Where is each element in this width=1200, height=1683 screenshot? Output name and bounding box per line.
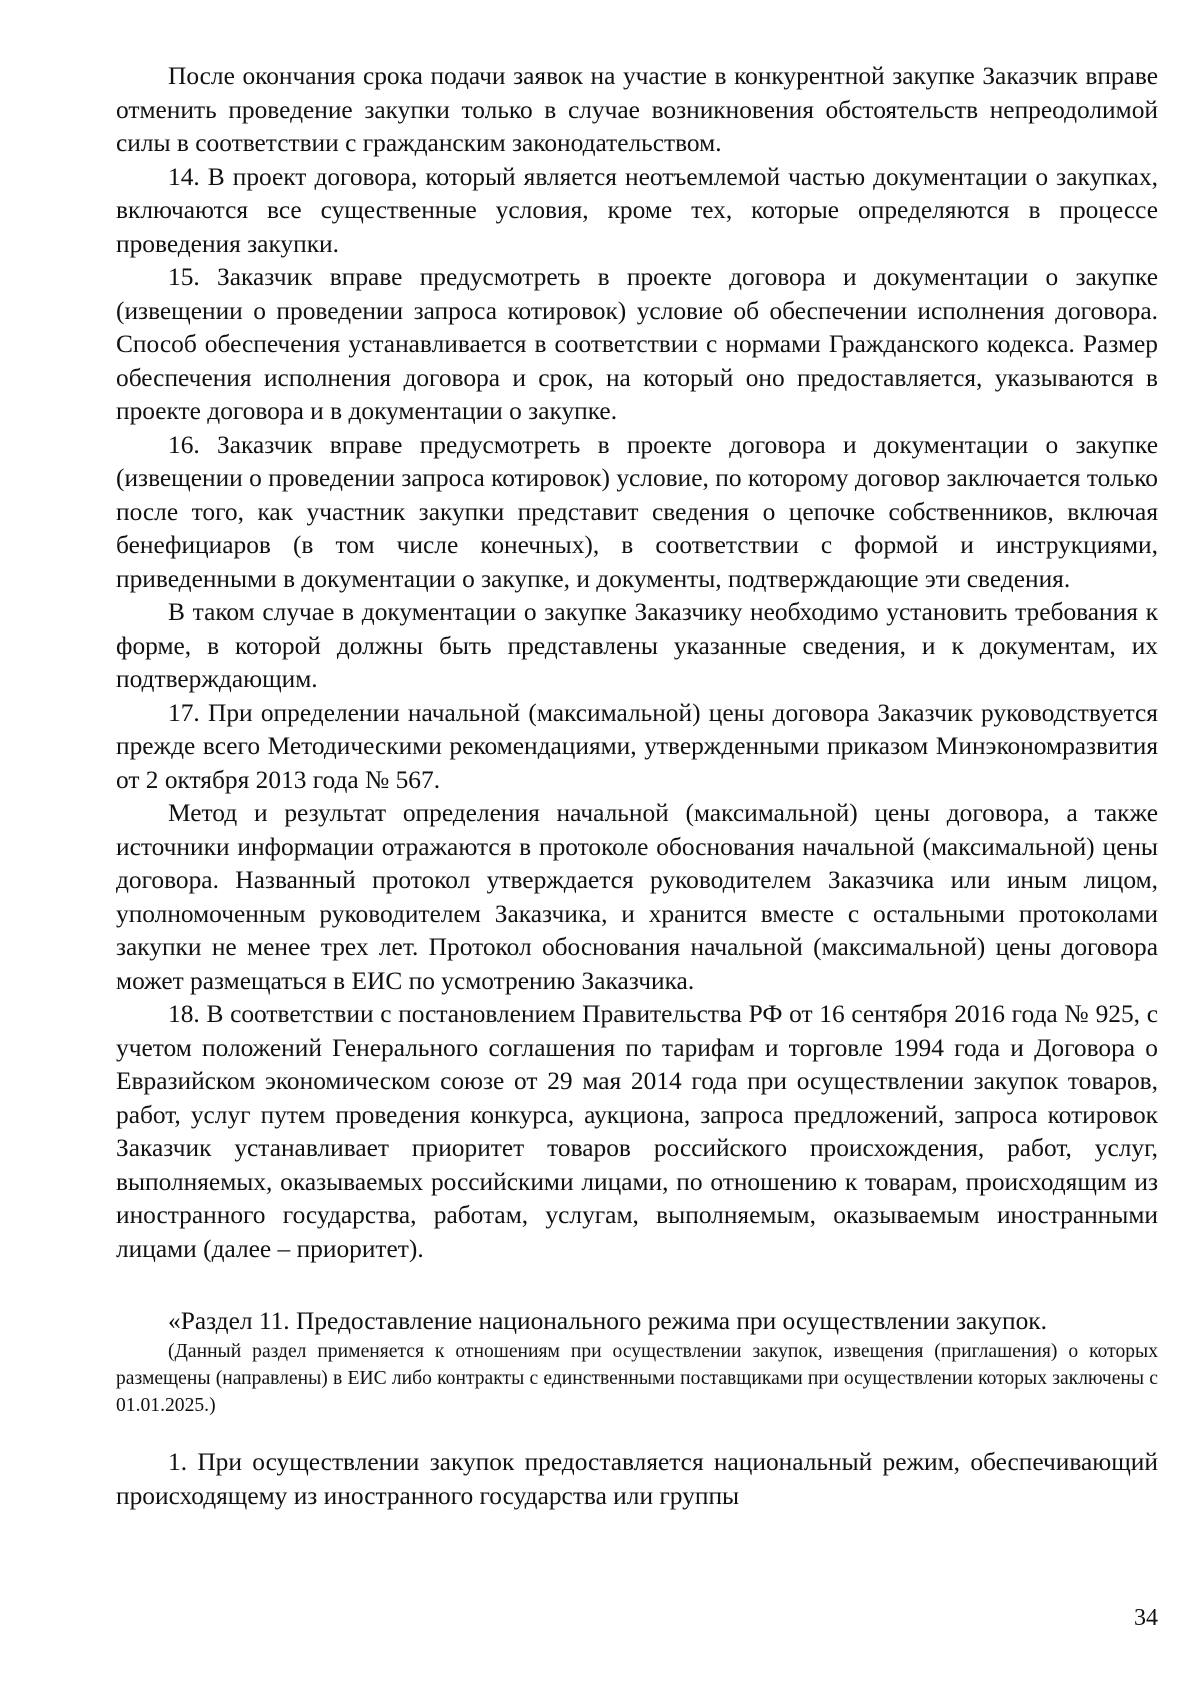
page-number: 34 [1134, 1605, 1158, 1631]
paragraph-14: 14. В проект договора, который является неотъемлемой частью документации о закупках, включаются все существенные условия, кроме тех, которые определяются в процессе проведения закупки. [116, 162, 1158, 258]
paragraph-17-continuation: Метод и результат определения начальной (максимальной) цены договора, а также источники информации отражаются в протоколе обоснования начальной (максимальной) цены договора. Названный протокол утверждается руководителем Заказчика или иным лицом, уполномоченным руководителем Заказчика, и хранится вместе с остальными протоколами закупки не менее трех лет. Протокол обоснования начальной (максимальной) цены договора может размещаться в ЕИС по усмотрению Заказчика. [116, 799, 1158, 995]
section-11-paragraph-1: 1. При осуществлении закупок предоставляется национальный режим, обеспечивающий происходящему из иностранного государства или группы [116, 1448, 1158, 1510]
paragraph-16-continuation: В таком случае в документации о закупке Заказчику необходимо установить требования к форме, в которой должны быть представлены указанные сведения, и к документам, их подтверждающим. [116, 598, 1158, 693]
document-page [116, 60, 1158, 1660]
paragraph-15: 15. Заказчик вправе предусмотреть в проекте договора и документации о закупке (извещении о проведении запроса котировок) условие об обеспечении исполнения договора. Способ обеспечения устанавливается в соответствии с нормами Гражданского кодекса. Размер обеспечения исполнения договора и срок, на который оно предоставляется, указываются в проекте договора и в документации о закупке. [116, 263, 1158, 425]
section-11-note: (Данный раздел применяется к отношениям при осуществлении закупок, извещения (приглашения) о которых размещены (направлены) в ЕИС либо контракты с единственными поставщиками при осуществлении которых заключены с 01.01.2025.) [116, 1341, 1158, 1416]
paragraph-18: 18. В соответствии с постановлением Правительства РФ от 16 сентября 2016 года № 925, с учетом положений Генерального соглашения по тарифам и торговле 1994 года и Договора о Евразийском экономическом союзе от 29 мая 2014 года при осуществлении закупок товаров, работ, услуг путем проведения конкурса, аукциона, запроса предложений, запроса котировок Заказчик устанавливает приоритет товаров российского происхождения, работ, услуг, выполняемых, оказываемых российскими лицами, по отношению к товарам, происходящим из иностранного государства, работам, услугам, выполняемым, оказываемым иностранными лицами (далее – приоритет). [116, 1000, 1158, 1263]
paragraph-cancellation: После окончания срока подачи заявок на участие в конкурентной закупке Заказчик вправе отменить проведение закупки только в случае возникновения обстоятельств непреодолимой силы в соответствии с гражданским законодательством. [116, 62, 1158, 157]
section-11-title: «Раздел 11. Предоставление национального режима при осуществлении закупок. [168, 1307, 1047, 1335]
paragraph-17: 17. При определении начальной (максимальной) цены договора Заказчик руководствуется прежде всего Методическими рекомендациями, утвержденными приказом Минэкономразвития от 2 октября 2013 года № 567. [116, 698, 1158, 794]
paragraph-16: 16. Заказчик вправе предусмотреть в проекте договора и документации о закупке (извещении о проведении запроса котировок) условие, по которому договор заключается только после того, как участник закупки представит сведения о цепочке собственников, включая бенефициаров (в том числе конечных), в соответствии с формой и инструкциями, приведенными в документации о закупке, и документы, подтверждающие эти сведения. [116, 430, 1158, 593]
